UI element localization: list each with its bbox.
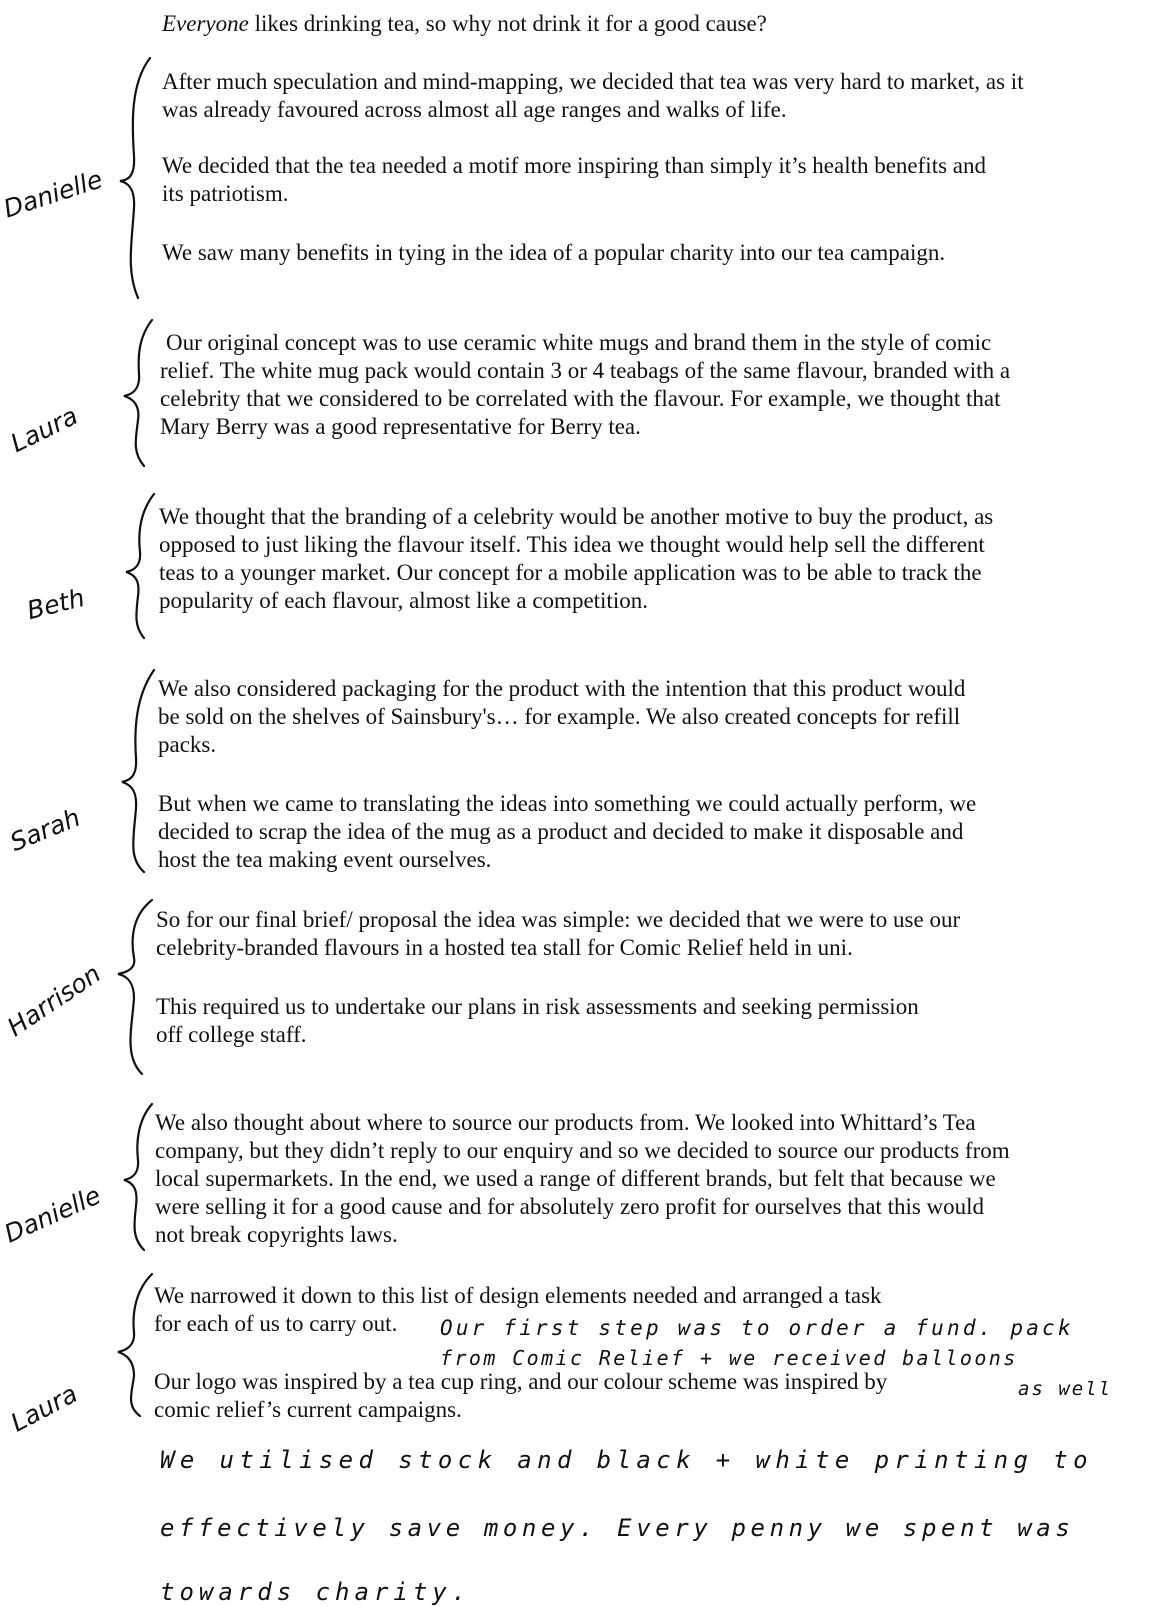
intro-line xyxy=(162,10,1062,38)
paragraph: We also considered packaging for the product with the intention that this product would be sold on the shelves of Sainsbury's… for example. We also created concepts for refill packs. xyxy=(158,676,966,757)
paragraph: This required us to undertake our plans in risk assessments and seeking permission off college staff. xyxy=(156,994,919,1047)
brace-laura-1 xyxy=(114,318,154,468)
handwritten-closing-line: effectively save money. Every penny we spent was xyxy=(160,1514,1075,1542)
section-danielle-2 xyxy=(155,1109,1015,1249)
section-laura-1 xyxy=(160,329,1030,441)
author-label-danielle-1: Danielle xyxy=(0,164,106,224)
section-harrison xyxy=(156,906,1016,1049)
paragraph: We decided that the tea needed a motif more inspiring than simply it’s health benefits and its patriotism. xyxy=(162,153,986,206)
author-label-danielle-2: Danielle xyxy=(0,1180,105,1249)
author-label-laura-2: Laura xyxy=(6,1378,83,1438)
author-label-sarah: Sarah xyxy=(6,802,85,857)
paragraph: After much speculation and mind-mapping, we decided that tea was very hard to market, as it was already favoured across almost all age ranges and walks of life. xyxy=(162,69,1024,122)
handwritten-closing-line: towards charity. xyxy=(160,1578,472,1606)
handwritten-closing-line: We utilised stock and black + white printing to xyxy=(160,1446,1093,1474)
brace-danielle-1 xyxy=(112,56,152,302)
author-label-harrison: Harrison xyxy=(2,958,106,1043)
intro-emphasis: Everyone xyxy=(162,11,249,36)
paragraph: We saw many benefits in tying in the idea of a popular charity into our tea campaign. xyxy=(162,240,946,265)
author-label-beth: Beth xyxy=(24,582,88,626)
paragraph: So for our final brief/ proposal the idea was simple: we decided that we were to use our celebrity-branded flavours in a hosted tea stall for Comic Relief held in uni. xyxy=(156,907,961,960)
paragraph: for each of us to carry out. xyxy=(154,1311,398,1336)
section-beth xyxy=(159,503,1019,615)
paragraph: We also thought about where to source our products from. We looked into Whittard’s Tea company, but they didn’t reply to our enquiry and so we decided to source our products from local supermarkets. In the end, we used a range of different brands, but felt that because we were selling it for a good cause and for absolutely zero profit for ourselves that this would not break copyrights laws. xyxy=(155,1110,1010,1247)
section-sarah xyxy=(158,675,978,874)
paragraph: But when we came to translating the ideas into something we could actually perform, we decided to scrap the idea of the mug as a product and decided to make it disposable and host the tea making event ourselves. xyxy=(158,791,977,872)
brace-sarah xyxy=(114,668,158,874)
paragraph: We narrowed it down to this list of design elements needed and arranged a task xyxy=(154,1283,882,1308)
paragraph: comic relief’s current campaigns. xyxy=(154,1397,462,1422)
brace-danielle-2 xyxy=(114,1102,154,1252)
author-label-laura-1: Laura xyxy=(6,401,83,459)
paragraph: Our logo was inspired by a tea cup ring, and our colour scheme was inspired by xyxy=(154,1369,888,1394)
handwritten-note-line: as well xyxy=(1018,1378,1113,1400)
brace-harrison xyxy=(112,898,156,1078)
handwritten-note-line: from Comic Relief + we received balloons xyxy=(440,1346,1018,1370)
section-danielle-1 xyxy=(162,68,1032,267)
intro-text: likes drinking tea, so why not drink it for a good cause? xyxy=(248,11,767,36)
paragraph: We thought that the branding of a celebrity would be another motive to buy the product, as opposed to just liking the flavour itself. This idea we thought would help sell the different teas to a younger market. Our concept for a mobile application was to be able to track the popularity of each flavour, almost like a competition. xyxy=(159,504,994,613)
handwritten-note-line: Our first step was to order a fund. pack xyxy=(440,1316,1074,1340)
paragraph: Our original concept was to use ceramic white mugs and brand them in the style of comic relief. The white mug pack would contain 3 or 4 teabags of the same flavour, branded with a celebrity that we considered to be correlated with the flavour. For example, we thought that Mary Berry was a good representative for Berry tea. xyxy=(160,330,1011,439)
brace-laura-2 xyxy=(112,1272,156,1418)
brace-beth xyxy=(116,492,156,642)
